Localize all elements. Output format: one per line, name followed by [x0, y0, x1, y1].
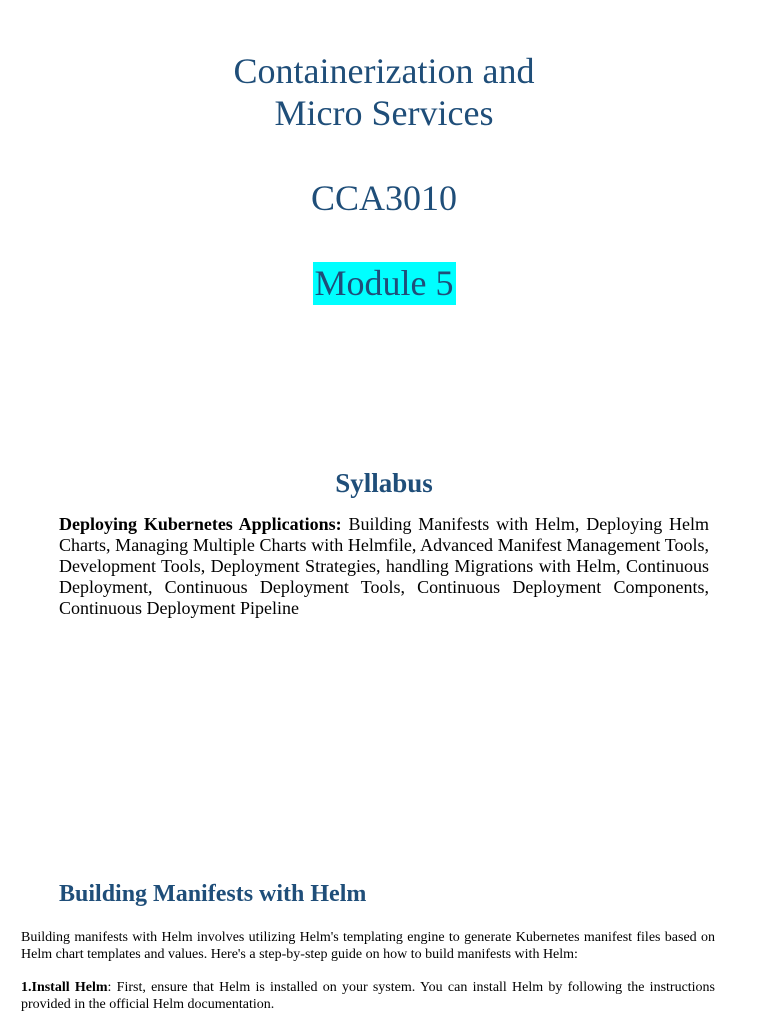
course-code: CCA3010 [310, 178, 458, 218]
step-1-text: : First, ensure that Helm is installed on your system. You can install Helm by following the instructions provided in the official Helm documentation. [21, 980, 716, 1012]
module-label: Module 5 [314, 263, 454, 303]
intro-paragraph: Building manifests with Helm involves utilizing Helm's templating engine to generate Kubernetes manifest files based on Helm chart templates and values. Here's a step-by-step guide on how to build manifests with Helm: [21, 930, 715, 962]
step-1-paragraph [21, 979, 715, 1013]
syllabus-text [59, 514, 709, 619]
document-title [0, 50, 768, 134]
title-line-1: Containerization and [233, 51, 535, 91]
syllabus-heading: Syllabus [335, 468, 433, 498]
syllabus-lead: Deploying Kubernetes Applications: [59, 514, 342, 534]
step-1-label: 1.Install Helm [21, 980, 108, 995]
module-label-wrapper [0, 262, 768, 305]
syllabus-topics: Building Manifests with Helm, Deploying Helm Charts, Managing Multiple Charts with Helmfile, Advanced Manifest Management Tools, Development Tools, Deployment Strategies, handling Migrations with Helm, Continuous Deployment, Continuous Deployment Tools, Continuous Deployment Components, Continuous Deployment Pipeline [59, 514, 709, 618]
section-heading: Building Manifests with Helm [59, 881, 367, 907]
title-line-2: Micro Services [274, 93, 494, 133]
